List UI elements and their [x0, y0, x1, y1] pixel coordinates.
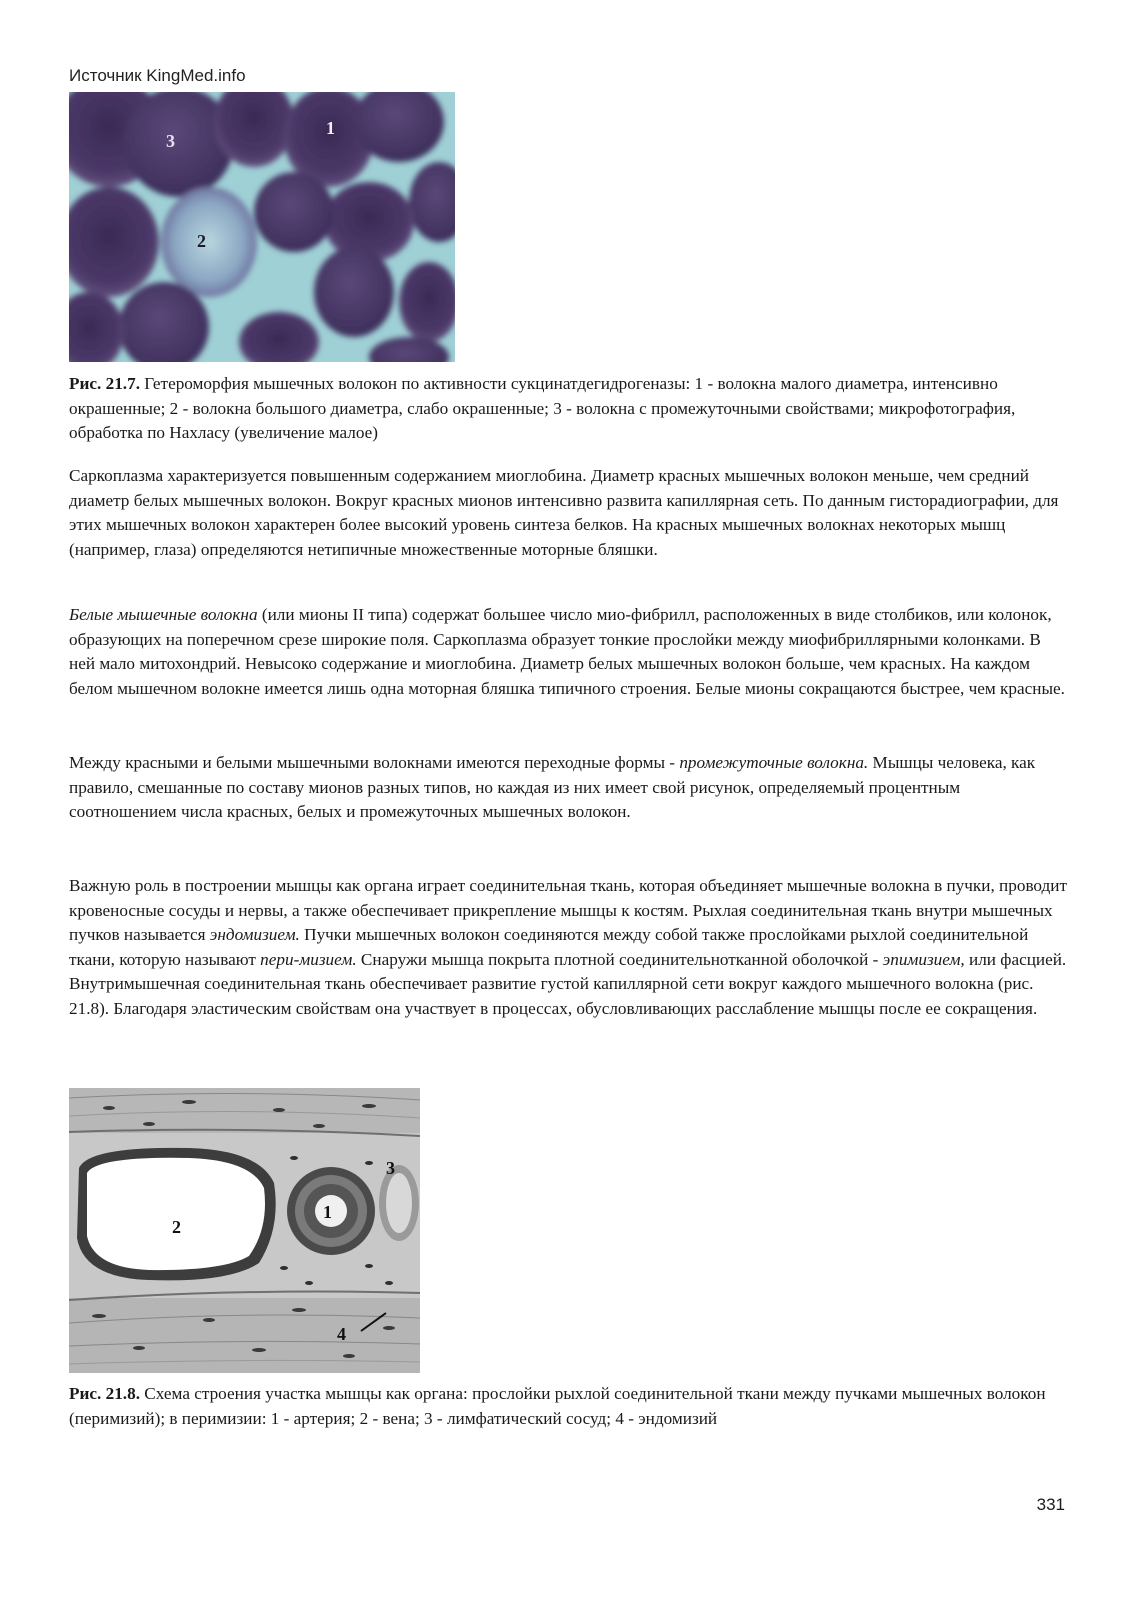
text-span: или фасцией. Внутримышечная соединительная ткань обеспечивает развитие густой капиллярной сети вокруг каждого мышечного волокна (рис. 21.8). Благодаря эластическим свойствам она участвует в процессах, обусловливающих расслабление мышцы после ее сокращения.	[69, 949, 1067, 1018]
paragraph-white-fibers	[69, 603, 1069, 701]
figure-21-8-caption	[69, 1382, 1069, 1431]
paragraph-connective-tissue	[69, 874, 1069, 1022]
text-span: Важную роль в построении мышцы как органа играет соединительная ткань, которая объединяет мышечные волокна в пучки, проводит кровеносные сосуды и нервы, а также обеспечивает прикрепление мышцы к костям. Рыхлая соединительная ткань внутри мышечных пучков называется	[69, 876, 1067, 945]
term-epimysium: эпимизием,	[882, 949, 965, 969]
figure1-label-3: 3	[166, 131, 175, 151]
figure2-label-2: 2	[172, 1217, 181, 1237]
caption-label: Рис. 21.8.	[69, 1384, 140, 1403]
term-endomysium: эндомизием.	[209, 925, 300, 945]
schematic-figure-21-8	[69, 1088, 420, 1373]
term-intermediate-fibers: промежуточные волокна.	[679, 753, 869, 772]
micrograph-figure-21-7	[69, 92, 455, 362]
caption-text: Схема строения участка мышцы как органа: прослойки рыхлой соединительной ткани между пучками мышечных волокон (перимизий); в перимизии: 1 - артерия; 2 - вена; 3 - лимфатический сосуд; 4 - эндомизий	[69, 1384, 1046, 1428]
caption-text: Гетероморфия мышечных волокон по активности сукцинатдегидрогеназы: 1 - волокна малого диаметра, интенсивно окрашенные; 2 - волокна большого диаметра, слабо окрашенные; 3 - волокна с промежуточными свойствами; микрофотография, обработка по Нахласу (увеличение малое)	[69, 374, 1016, 443]
text-span: Пучки мышечных волокон соединяются между собой также прослойками рыхлой соединительной ткани, которую называют	[69, 925, 1029, 969]
paragraph-white-fibers-text: (или мионы II типа) содержат большее число мио-фибрилл, расположенных в виде столбиков, или колонок, образующих на поперечном срезе широкие поля. Саркоплазма образует тонкие прослойки между миофибриллярными колонками. В ней мало митохондрий. Невысоко содержание и миоглобина. Диаметр белых мышечных волокон больше, чем красных. На каждом белом мышечном волокне имеется лишь одна моторная бляшка типичного строения. Белые мионы сокращаются быстрее, чем красные.	[69, 605, 1065, 698]
term-white-fibers: Белые мышечные волокна	[69, 605, 258, 624]
page-number: 331	[1036, 1495, 1065, 1514]
source-header: Источник KingMed.info	[69, 66, 246, 85]
figure2-label-1: 1	[323, 1202, 332, 1222]
text-span: Между красными и белыми мышечными волокнами имеются переходные формы -	[69, 753, 680, 772]
text-span: Мышцы человека, как правило, смешанные по составу мионов разных типов, но каждая из них имеет свой рисунок, определяемый процентным соотношением числа красных, белых и промежуточных мышечных волокон.	[69, 753, 1036, 822]
term-perimysium: пери-мизием.	[260, 949, 357, 969]
figure2-label-4: 4	[337, 1324, 346, 1344]
text-span: Снаружи мышца покрыта плотной соединительнотканной оболочкой -	[356, 949, 883, 969]
caption-label: Рис. 21.7.	[69, 374, 140, 393]
figure1-label-1: 1	[326, 118, 335, 138]
paragraph-intermediate-fibers	[69, 751, 1069, 825]
figure-21-7-caption	[69, 372, 1069, 446]
figure2-label-3: 3	[386, 1158, 395, 1178]
paragraph-sarcoplasm: Саркоплазма характеризуется повышенным содержанием миоглобина. Диаметр красных мышечных волокон меньше, чем средний диаметр белых мышечных волокон. Вокруг красных мионов интенсивно развита капиллярная сеть. По данным гисторадиографии, для этих мышечных волокон характерен более высокий уровень синтеза белков. На красных мышечных волокнах некоторых мышц (например, глаза) определяются нетипичные множественные моторные бляшки.	[69, 466, 1059, 559]
figure1-label-2: 2	[197, 231, 206, 251]
